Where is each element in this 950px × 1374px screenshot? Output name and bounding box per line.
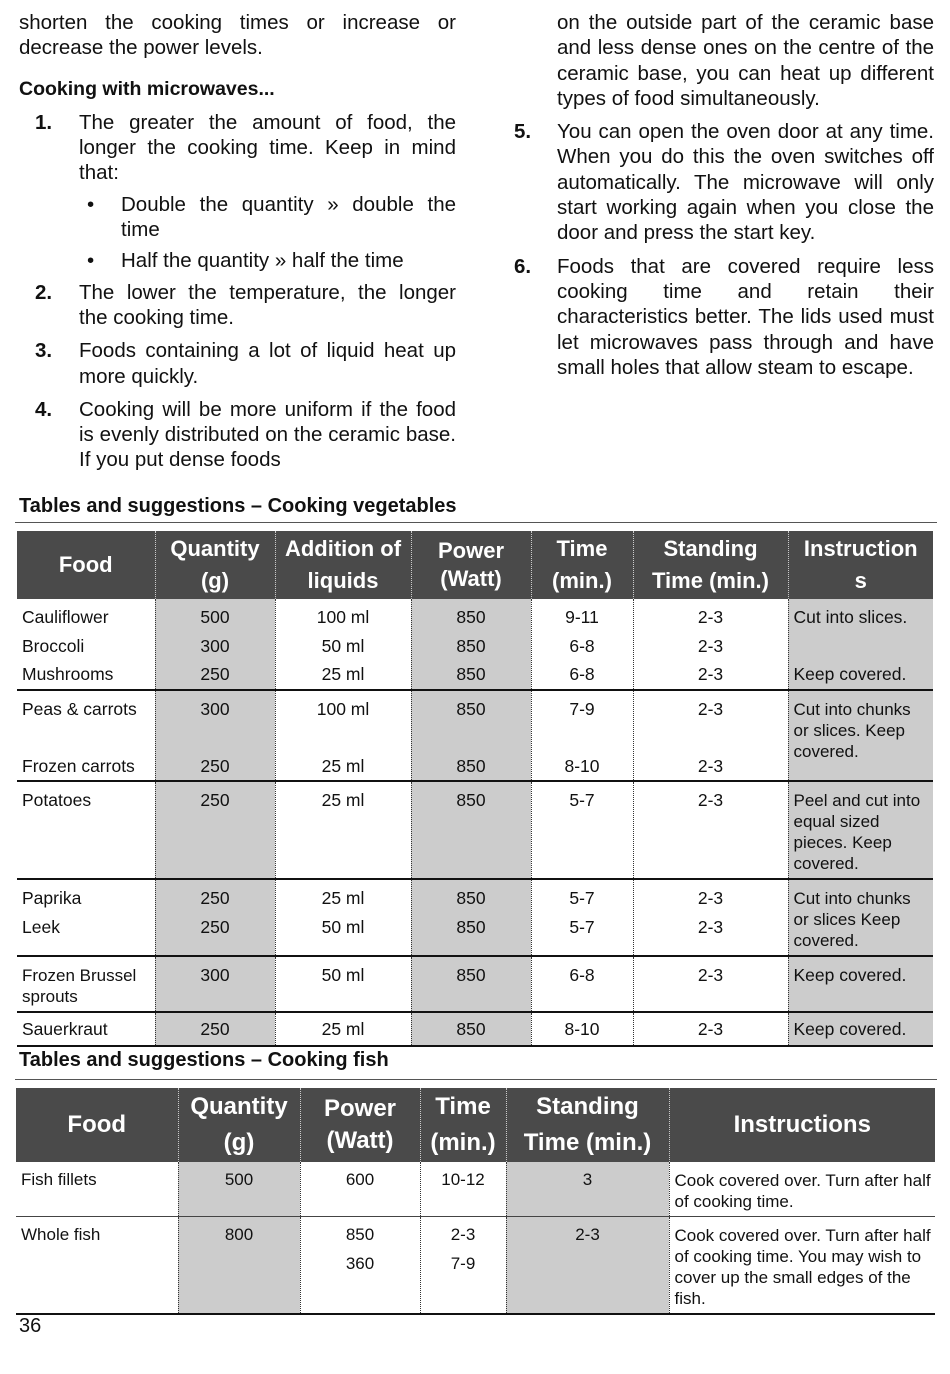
- list-number: 5.: [514, 120, 532, 144]
- power-value: 850: [456, 755, 486, 776]
- bullet-text: Double the quantity » double the time: [121, 192, 456, 242]
- standing-value: 2-3: [697, 755, 724, 776]
- veg-table-title: Tables and suggestions – Cooking vegetables: [19, 495, 457, 517]
- power-value: 850: [456, 916, 486, 937]
- time-value: 6-8: [569, 664, 595, 684]
- quantity-value: 250: [200, 1019, 230, 1039]
- list-number: 3.: [35, 339, 53, 363]
- liquid-value: 25 ml: [321, 664, 365, 684]
- food-name: Cauliflower: [22, 607, 109, 627]
- fish-table-title: Tables and suggestions – Cooking fish: [19, 1049, 389, 1071]
- standing-value: 2-3: [697, 607, 724, 627]
- bullet-text: Half the quantity » half the time: [121, 249, 404, 273]
- fish-table: [16, 1088, 935, 1315]
- power-value: 360: [345, 1253, 375, 1273]
- time-value: 2-3: [450, 1225, 476, 1244]
- header-liquids: Addition of liquids: [275, 531, 411, 599]
- left-column: [19, 10, 456, 481]
- power-value: 850: [456, 965, 486, 985]
- list-number: 4.: [35, 397, 53, 421]
- power-value: 850: [456, 888, 486, 908]
- power-value: 850: [456, 1019, 486, 1039]
- header-instructions: Instructions: [669, 1088, 935, 1162]
- power-value: 850: [456, 790, 486, 810]
- power-value: 850: [345, 1225, 375, 1244]
- liquid-value: 50 ml: [321, 965, 365, 985]
- bullet-icon: •: [87, 249, 95, 273]
- instructions-text: Cut into chunks or slices Keep covered.: [788, 879, 933, 956]
- food-name: Potatoes: [22, 790, 92, 810]
- time-value: 7-9: [450, 1253, 476, 1273]
- table-row: [17, 690, 933, 782]
- liquid-value: 25 ml: [321, 888, 365, 908]
- liquid-value: 25 ml: [321, 790, 365, 810]
- table-row: [17, 879, 933, 956]
- list-text: You can open the oven door at any time. When you do this the oven switches off automatically. The microwave will only start working again when you close the door and press the start key.: [557, 120, 934, 245]
- time-value: 7-9: [569, 698, 595, 719]
- standing-value: 2-3: [697, 916, 724, 937]
- header-food: Food: [17, 531, 155, 599]
- header-time: Time (min.): [420, 1088, 506, 1162]
- cooking-with-microwaves-heading: Cooking with microwaves...: [19, 77, 275, 100]
- quantity-value: 300: [200, 965, 230, 985]
- quantity-value: 250: [200, 888, 230, 908]
- continuation-paragraph: on the outside part of the ceramic base and less dense ones on the centre of the ceramic base, you can heat up different types of food simultaneously.: [557, 11, 934, 110]
- food-name: Frozen Brussel sprouts: [17, 956, 155, 1012]
- time-value: 5-7: [569, 916, 595, 937]
- bullet-item: [79, 192, 456, 243]
- table-header-row: [17, 531, 933, 599]
- instructions-text: Cook covered over. Turn after half of cooking time. You may wish to cover up the small edges of the fish.: [669, 1217, 935, 1315]
- instructions-text: Peel and cut into equal sized pieces. Keep covered.: [788, 781, 933, 879]
- food-name: Whole fish: [21, 1225, 101, 1244]
- standing-value: 2-3: [575, 1225, 600, 1244]
- liquid-value: 100 ml: [316, 607, 370, 627]
- veg-title-rule: [15, 522, 937, 523]
- food-name: Broccoli: [22, 635, 85, 656]
- food-name: Fish fillets: [21, 1170, 97, 1189]
- standing-value: 2-3: [697, 1019, 724, 1039]
- time-value: 5-7: [569, 888, 595, 908]
- instructions-text: Cut into slices.: [793, 607, 908, 627]
- header-time: Time (min.): [531, 531, 633, 599]
- time-value: 5-7: [569, 790, 595, 810]
- instructions-text: Cut into chunks or slices. Keep covered.: [788, 690, 933, 782]
- time-value: 8-10: [564, 1019, 600, 1039]
- instructions-text: Keep covered.: [793, 1019, 907, 1039]
- food-name: Frozen carrots: [22, 755, 135, 776]
- time-value: 6-8: [569, 635, 595, 656]
- bullet-item: [79, 248, 456, 273]
- list-item-4: [19, 397, 456, 473]
- time-value: 6-8: [569, 965, 595, 985]
- food-name: Paprika: [22, 888, 82, 908]
- power-value: 850: [456, 607, 486, 627]
- list-item-3: [19, 338, 456, 389]
- table-row: [17, 781, 933, 879]
- power-value: 850: [456, 635, 486, 656]
- fish-title-rule: [15, 1079, 937, 1080]
- list-number: 2.: [35, 280, 53, 304]
- food-name: Sauerkraut: [22, 1019, 108, 1039]
- food-name: Peas & carrots: [22, 698, 137, 719]
- time-value: 10-12: [441, 1170, 485, 1189]
- quantity-value: 300: [200, 635, 230, 656]
- table-row: [16, 1162, 935, 1217]
- standing-value: 2-3: [697, 790, 724, 810]
- right-column: [512, 10, 934, 388]
- power-value: 600: [345, 1170, 375, 1189]
- liquid-value: 100 ml: [316, 698, 370, 719]
- instructions-text: Cook covered over. Turn after half of cooking time.: [669, 1162, 935, 1217]
- quantity-value: 300: [200, 698, 230, 719]
- quantity-value: 250: [200, 755, 230, 776]
- instructions-text: Keep covered.: [793, 965, 907, 985]
- bullet-list: [19, 192, 456, 274]
- list-text: Cooking will be more uniform if the food is evenly distributed on the ceramic base. If you put dense foods: [79, 397, 456, 472]
- standing-value: 2-3: [697, 888, 724, 908]
- list-text: The greater the amount of food, the longer the cooking time. Keep in mind that:: [79, 110, 456, 185]
- list-text: Foods that are covered require less cooking time and retain their characteristics better. The lids used must let microwaves pass through and have small holes that allow steam to escape.: [557, 254, 934, 379]
- quantity-value: 250: [200, 664, 230, 684]
- standing-value: 2-3: [697, 698, 724, 719]
- standing-value: 2-3: [697, 635, 724, 656]
- table-row: [16, 1217, 935, 1315]
- power-value: 850: [456, 664, 486, 684]
- intro-paragraph: shorten the cooking times or increase or decrease the power levels.: [19, 11, 456, 60]
- quantity-value: 500: [224, 1170, 254, 1189]
- liquid-value: 25 ml: [321, 755, 365, 776]
- time-value: 8-10: [564, 755, 600, 776]
- header-instructions: Instruction s: [788, 531, 933, 599]
- quantity-value: 250: [200, 916, 230, 937]
- list-text: The lower the temperature, the longer the cooking time.: [79, 280, 456, 329]
- quantity-value: 500: [200, 607, 230, 627]
- quantity-value: 800: [224, 1225, 254, 1244]
- header-quantity: Quantity (g): [155, 531, 275, 599]
- header-power: Power (Watt): [411, 531, 531, 599]
- table-header-row: [16, 1088, 935, 1162]
- bullet-icon: •: [87, 192, 95, 216]
- liquid-value: 50 ml: [321, 635, 365, 656]
- list-item-5: [512, 119, 934, 245]
- header-standing: Standing Time (min.): [506, 1088, 669, 1162]
- page-number: 36: [19, 1315, 42, 1337]
- header-food: Food: [16, 1088, 178, 1162]
- standing-value: 2-3: [697, 664, 724, 684]
- list-number: 6.: [514, 254, 532, 278]
- time-value: 9-11: [565, 607, 599, 627]
- food-name: Leek: [22, 916, 60, 937]
- liquid-value: 25 ml: [321, 1019, 365, 1039]
- header-standing: Standing Time (min.): [633, 531, 788, 599]
- header-power: Power (Watt): [300, 1088, 420, 1162]
- instructions-text: Keep covered.: [793, 664, 907, 684]
- quantity-value: 250: [200, 790, 230, 810]
- table-row: [17, 956, 933, 1012]
- list-number: 1.: [35, 110, 53, 134]
- list-item-1: [19, 110, 456, 186]
- food-name: Mushrooms: [22, 664, 114, 684]
- table-row: [17, 1012, 933, 1046]
- header-quantity: Quantity (g): [178, 1088, 300, 1162]
- standing-value: 2-3: [697, 965, 724, 985]
- list-item-6: [512, 254, 934, 380]
- list-text: Foods containing a lot of liquid heat up more quickly.: [79, 339, 456, 388]
- list-item-2: [19, 280, 456, 331]
- vegetables-table: [17, 531, 933, 1047]
- liquid-value: 50 ml: [321, 916, 365, 937]
- standing-value: 3: [582, 1170, 593, 1189]
- table-row: [17, 599, 933, 690]
- power-value: 850: [456, 698, 486, 719]
